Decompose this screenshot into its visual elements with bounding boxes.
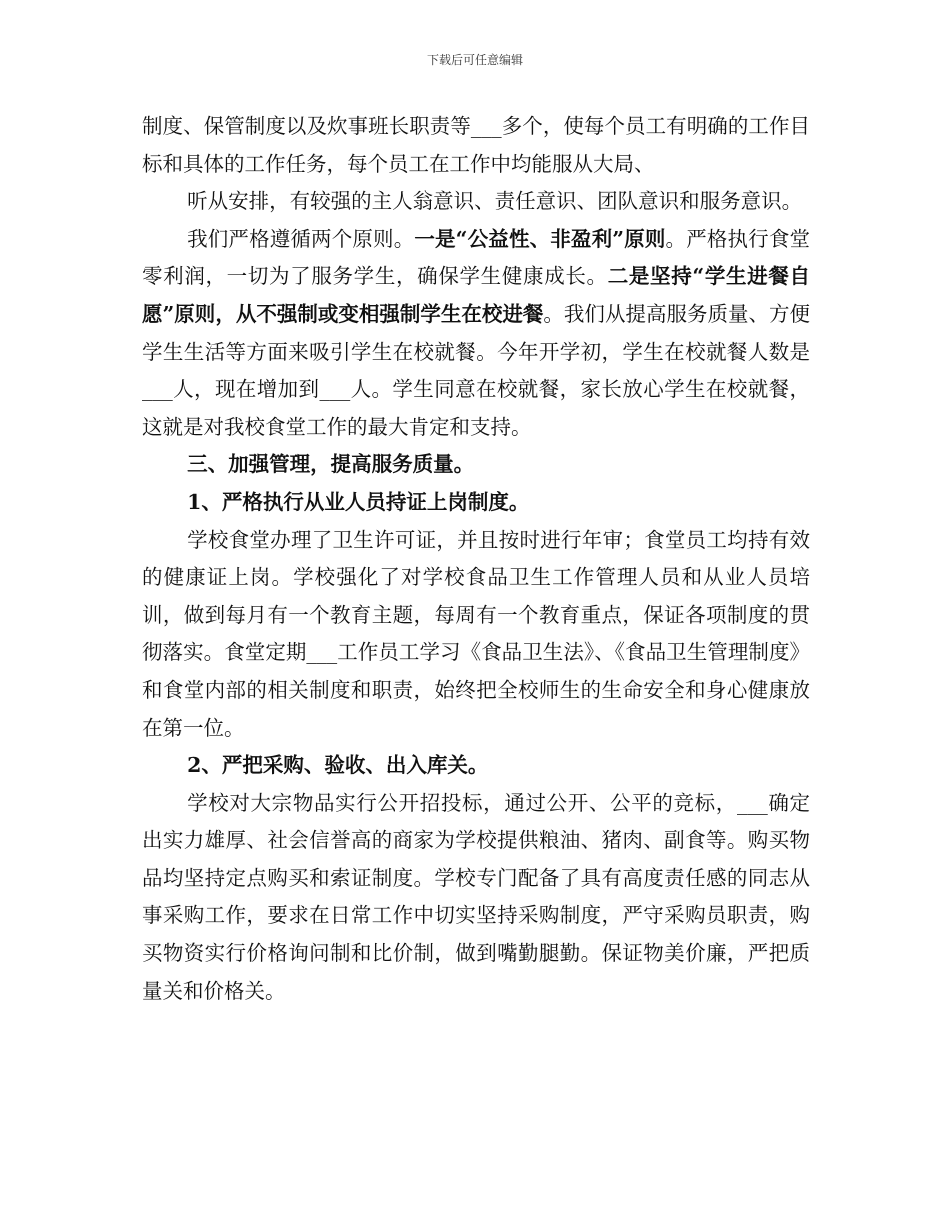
principle-one-detail: 。严格执行食堂零利润，一切为了服务学生，确保学生健康成长。 [142, 226, 810, 289]
principle-intro: 我们严格遵循两个原则。 [187, 226, 415, 251]
principle-one: 一是“公益性、非盈利”原则 [414, 226, 666, 251]
section-heading-3: 三、加强管理，提高服务质量。 [187, 452, 475, 477]
paragraph-2: 听从安排，有较强的主人翁意识、责任意识、团队意识和服务意识。 [187, 189, 803, 214]
paragraph-1: 制度、保管制度以及炊事班长职责等___多个，使每个员工有明确的工作目标和具体的工作任务，每个员工在工作中均能服从大局、 [142, 114, 810, 176]
paragraph-3 [142, 221, 810, 447]
subsection-heading-1: 1、严格执行从业人员持证上岗制度。 [187, 489, 530, 514]
principle-two: 二是坚持“学生进餐自愿”原则，从不强制或变相强制学生在校进餐 [142, 264, 811, 326]
document-body [142, 108, 810, 1010]
paragraph-4: 学校食堂办理了卫生许可证，并且按时进行年审；食堂员工均持有效的健康证上岗。学校强化了对学校食品卫生工作管理人员和从业人员培训，做到每月有一个教育主题，每周有一个教育重点，保证各项制度的贯彻落实。食堂定期___工作员工学习《食品卫生法》、《食品卫生管理制度》和食堂内部的相关制度和职责，始终把全校师生的生命安全和身心健康放在第一位。 [142, 527, 810, 740]
page-header: 下载后可任意编辑 [426, 53, 523, 67]
principle-two-detail: 。我们从提高服务质量、方便学生生活等方面来吸引学生在校就餐。今年开学初，学生在校就餐人数是___人，现在增加到___人。学生同意在校就餐，家长放心学生在校就餐，这就是对我校食堂工作的最大肯定和支持。 [142, 301, 810, 439]
subsection-heading-2: 2、严把采购、验收、出入库关。 [187, 753, 489, 778]
paragraph-5: 学校对大宗物品实行公开招投标，通过公开、公平的竞标，___确定出实力雄厚、社会信誉高的商家为学校提供粮油、猪肉、副食等。购买物品均坚持定点购买和索证制度。学校专门配备了具有高度责任感的同志从事采购工作，要求在日常工作中切实坚持采购制度，严守采购员职责，购买物资实行价格询问制和比价制，做到嘴勤腿勤。保证物美价廉，严把质量关和价格关。 [142, 790, 810, 1003]
